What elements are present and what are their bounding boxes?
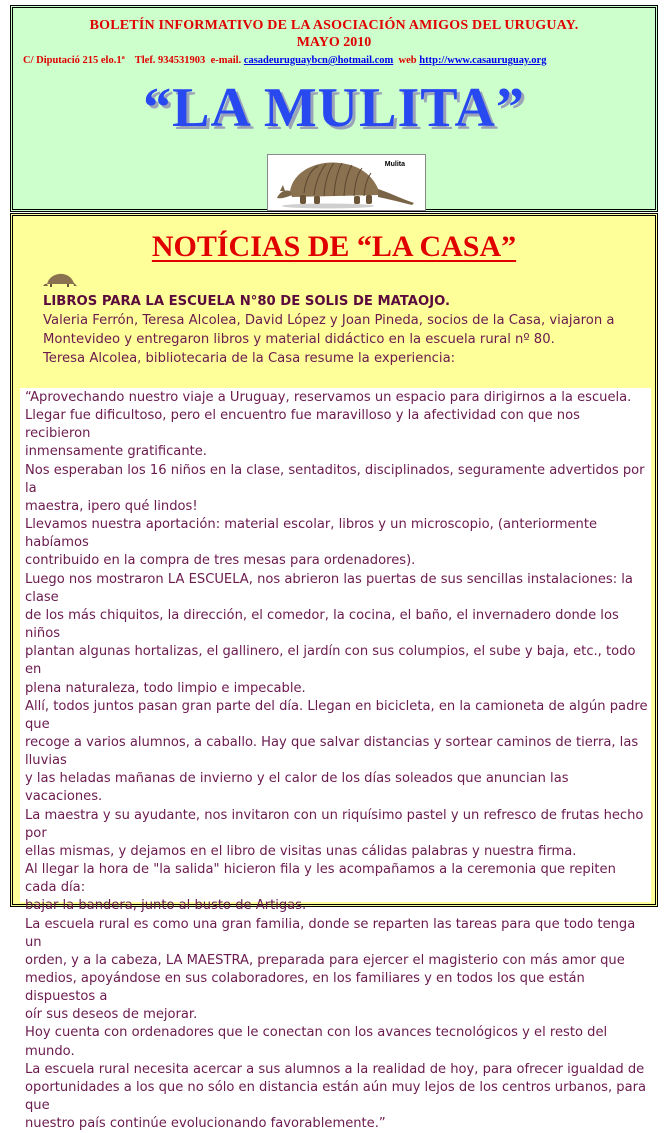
quote-line: Llevamos nuestra aportación: material escolar, libros y un microscopio, (anteriormente habíamos [25, 517, 598, 551]
quote-line: Luego nos mostraron LA ESCUELA, nos abrieron las puertas de sus sencillas instalaciones: la clase [25, 571, 633, 605]
quote-line: ellas mismas, y dejamos en el libro de visitas unas cálidas palabras y nuestra firma. [25, 843, 577, 859]
quote-line: La escuela rural es como una gran familia, donde se reparten las tareas para que todo tenga un [25, 916, 636, 950]
quote-line: y las heladas mañanas de invierno y el calor de los días soleados que anuncian las vacaciones. [25, 771, 569, 805]
quote-box [20, 388, 651, 1132]
intro-line: Valeria Ferrón, Teresa Alcolea, David López y Joan Pineda, socios de la Casa, viajaron a [43, 313, 615, 328]
article-intro [43, 292, 633, 368]
quote-line: Al llegar la hora de "la salida" hicieron fila y les acompañamos a la ceremonia que repiten cada día: [25, 862, 616, 896]
quote-line: plantan algunas hortalizas, el gallinero, el jardín con sus columpios, el sube y baja, etc., todo en [25, 644, 636, 678]
web-link[interactable]: http://www.casauruguay.org [419, 55, 547, 66]
quote-line: Allí, todos juntos pasan gran parte del día. Llegan en bicicleta, en la camioneta de algún padre que [25, 698, 648, 732]
phone: Tlef. 934531903 [134, 55, 206, 66]
intro-line: Teresa Alcolea, bibliotecaria de la Casa resume la experiencia: [43, 351, 456, 366]
issue-date: MAYO 2010 [296, 35, 372, 50]
quote-line: “Aprovechando nuestro viaje a Uruguay, reservamos un espacio para dirigirnos a la escuela. [25, 390, 632, 405]
news-section [10, 213, 658, 1132]
quote-line: recoge a varios alumnos, a caballo. Hay que salvar distancias y sortear caminos de tierra, las lluvias [25, 734, 639, 769]
quote-line: de los más chiquitos, la dirección, el comedor, la cocina, el baño, el invernadero donde los niños [25, 607, 619, 642]
quote-line: oír sus deseos de mejorar. [25, 1007, 198, 1023]
quote-line: plena naturaleza, todo limpio e impecable. [25, 680, 306, 696]
article-quote [25, 389, 649, 1133]
armadillo-image [267, 154, 426, 211]
address: C/ Diputació 215 elo.1ª [23, 55, 125, 66]
quote-line: maestra, ipero qué lindos! [25, 498, 198, 514]
web-label: web [398, 55, 417, 66]
image-caption: Mulita [384, 161, 405, 168]
email-link[interactable]: casadeuruguaybcn@hotmail.com [243, 55, 394, 66]
quote-line: Llegar fue dificultoso, pero el encuentro fue maravilloso y la afectividad con que nos recibieron [25, 408, 580, 442]
quote-line: orden, y a la cabeza, LA MAESTRA, preparada para ejercer el magisterio con más amor que [25, 952, 625, 968]
contact-line [23, 55, 546, 66]
newsletter-header [10, 5, 658, 212]
quote-line: nuestro país continúe evolucionando favorablemente.” [25, 1116, 386, 1132]
quote-line: Nos esperaban los 16 niños en la clase, sentaditos, disciplinados, seguramente advertidos por la [25, 462, 645, 496]
small-armadillo-icon [43, 271, 77, 289]
intro-line: Montevideo y entregaron libros y material didáctico en la escuela rural nº 80. [43, 332, 555, 347]
quote-line: medios, apoyándose en sus colaboradores, en los familiares y en todos los que están dispuestos a [25, 971, 585, 1005]
quote-line: inmensamente gratificante. [25, 444, 207, 460]
quote-line: bajar la bandera, junto al busto de Artigas. [25, 898, 307, 914]
quote-line: contribuido en la compra de tres mesas para ordenadores). [25, 553, 416, 569]
email-label: e-mail. [210, 55, 242, 66]
newsletter-title: “LA MULITA” [143, 77, 525, 139]
quote-line: Hoy cuenta con ordenadores que le conectan con los avances tecnológicos y el resto del mundo. [25, 1025, 608, 1059]
quote-line: La escuela rural necesita acercar a sus alumnos a la realidad de hoy, para ofrecer igualdad de [25, 1061, 645, 1077]
quote-line: oportunidades a los que no sólo en distancia están aún muy lejos de los centros urbanos, para que [25, 1079, 647, 1114]
quote-line: La maestra y su ayudante, nos invitaron con un riquísimo pastel y un refresco de frutas hecho por [25, 807, 644, 841]
organization-name: BOLETÍN INFORMATIVO DE LA ASOCIACIÓN AMIGOS DEL URUGUAY. [89, 18, 579, 33]
section-title: NOTÍCIAS DE “LA CASA” [151, 230, 517, 263]
article-headline: LIBROS PARA LA ESCUELA N°80 DE SOLIS DE MATAOJO. [43, 294, 451, 309]
